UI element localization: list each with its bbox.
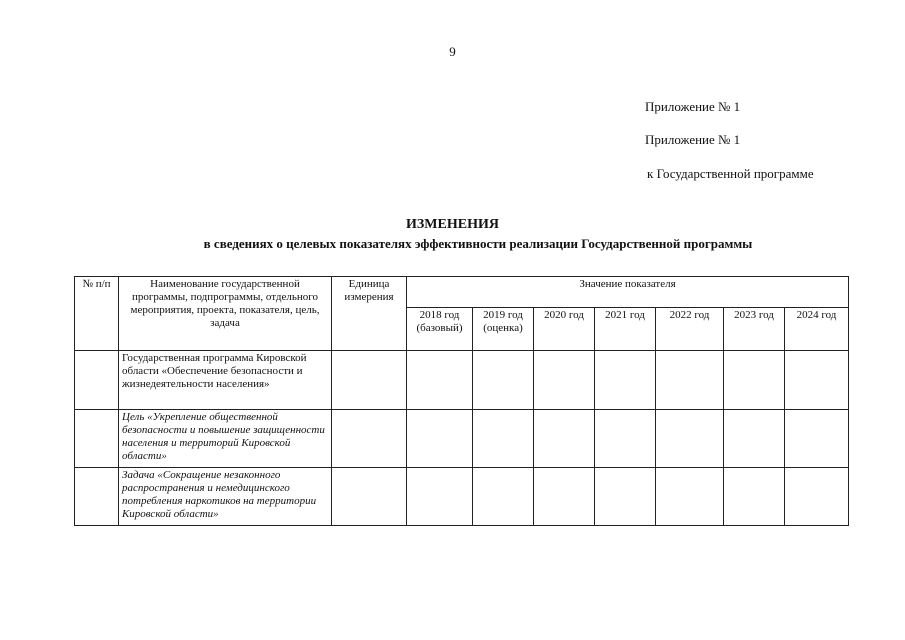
value-cell — [724, 351, 785, 410]
header-row-1 — [75, 277, 849, 308]
header-unit: Единица измерения — [332, 277, 407, 351]
value-cell — [724, 468, 785, 526]
row-num — [75, 468, 119, 526]
header-value-group: Значение показателя — [407, 277, 849, 308]
header-num: № п/п — [75, 277, 119, 351]
value-cell — [656, 468, 724, 526]
table-row — [75, 351, 849, 410]
value-cell — [785, 410, 849, 468]
indicators-table — [74, 276, 849, 526]
value-cell — [595, 468, 656, 526]
table-row — [75, 468, 849, 526]
value-cell — [473, 468, 534, 526]
row-unit — [332, 351, 407, 410]
row-name-goal: Цель «Укрепление общественной безопасности и повышение защищенности населения и территорий Кировской области» — [119, 410, 332, 468]
row-name-program: Государственная программа Кировской области «Обеспечение безопасности и жизнедеятельности населения» — [119, 351, 332, 410]
value-cell — [407, 410, 473, 468]
header-year-2024: 2024 год — [785, 308, 849, 351]
row-unit — [332, 410, 407, 468]
value-cell — [785, 468, 849, 526]
value-cell — [595, 410, 656, 468]
value-cell — [724, 410, 785, 468]
value-cell — [407, 351, 473, 410]
header-year-2021: 2021 год — [595, 308, 656, 351]
table-row — [75, 410, 849, 468]
value-cell — [656, 351, 724, 410]
document-subtitle: в сведениях о целевых показателях эффективности реализации Государственной программы — [203, 236, 753, 251]
header-year-2020: 2020 год — [534, 308, 595, 351]
page-number: 9 — [449, 44, 456, 59]
header-year-2023: 2023 год — [724, 308, 785, 351]
value-cell — [534, 410, 595, 468]
header-name: Наименование государственной программы, подпрограммы, отдельного мероприятия, проекта, показателя, цель, задача — [119, 277, 332, 351]
row-num — [75, 410, 119, 468]
value-cell — [473, 351, 534, 410]
row-name-task: Задача «Сокращение незаконного распространения и немедицинского потребления наркотиков на территории Кировской области» — [119, 468, 332, 526]
row-unit — [332, 468, 407, 526]
value-cell — [407, 468, 473, 526]
appendix-line-3: к Государственной программе — [647, 166, 814, 181]
value-cell — [534, 351, 595, 410]
appendix-line-2: Приложение № 1 — [645, 132, 741, 147]
value-cell — [473, 410, 534, 468]
appendix-line-1: Приложение № 1 — [645, 99, 741, 114]
header-year-2018: 2018 год (базовый) — [407, 308, 473, 351]
header-year-2019: 2019 год (оценка) — [473, 308, 534, 351]
row-num — [75, 351, 119, 410]
value-cell — [656, 410, 724, 468]
value-cell — [595, 351, 656, 410]
value-cell — [534, 468, 595, 526]
value-cell — [785, 351, 849, 410]
header-year-2022: 2022 год — [656, 308, 724, 351]
document-title: ИЗМЕНЕНИЯ — [406, 217, 499, 232]
